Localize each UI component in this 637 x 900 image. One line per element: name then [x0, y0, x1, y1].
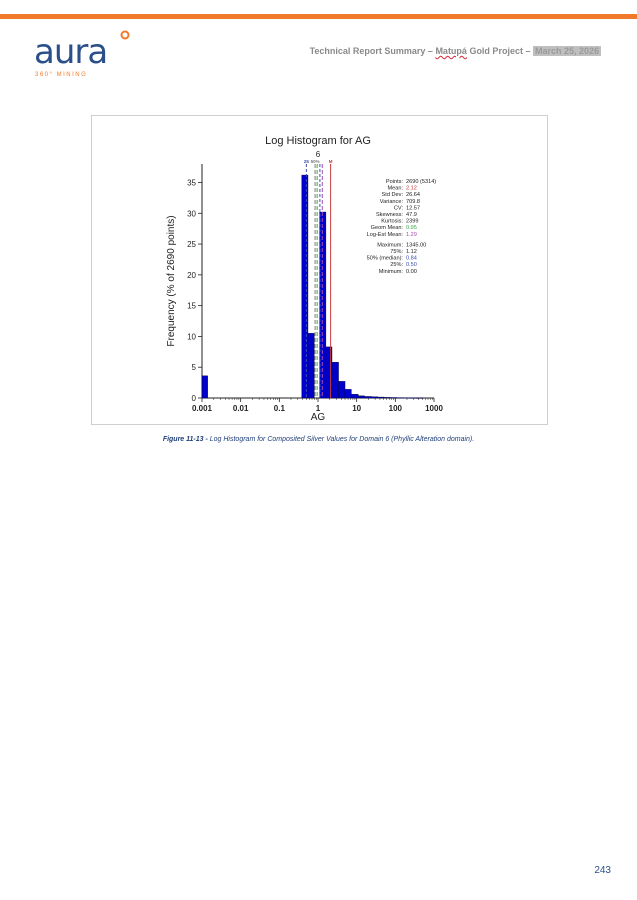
header-middle: Gold Project – — [466, 46, 533, 56]
chart-xlabel: AG — [310, 412, 326, 423]
histogram-bar — [410, 398, 416, 399]
y-tick-label: 25 — [187, 240, 196, 250]
stat-label: 50% (median): — [366, 255, 403, 262]
stat-value: 26.64 — [406, 192, 420, 199]
logo-ring-icon — [120, 30, 130, 40]
histogram-bar — [397, 398, 403, 399]
stat-value: 47.9 — [406, 212, 417, 218]
histogram-bar — [365, 396, 372, 398]
stat-label: Skewness: — [375, 212, 403, 218]
histogram-bar — [308, 333, 314, 398]
stats-panel — [367, 179, 437, 275]
header-project: Matupá — [435, 46, 467, 56]
x-tick-label: 1 — [315, 404, 321, 413]
y-tick-label: 20 — [187, 270, 196, 280]
company-logo — [34, 30, 154, 80]
histogram-bar — [351, 394, 358, 398]
stat-label: Points: — [385, 179, 403, 185]
stat-value: 2399 — [406, 218, 419, 225]
histogram-bar — [403, 398, 410, 399]
stat-label: Kurtosis: — [381, 218, 403, 225]
x-tick-label: 0.001 — [191, 404, 213, 413]
chart-title: Log Histogram for AG — [265, 135, 371, 147]
x-tick-label: 0.01 — [232, 404, 249, 413]
stat-label: Minimum: — [378, 268, 403, 275]
stat-label: 25%: — [390, 262, 403, 269]
histogram-bar — [339, 381, 345, 398]
x-tick-label: 10 — [352, 404, 362, 413]
histogram-bar — [358, 396, 364, 398]
stat-value: 1.12 — [406, 249, 417, 255]
x-tick-label: 1000 — [425, 404, 443, 413]
header-date: March 25, 2026 — [534, 46, 599, 56]
top-accent-bar — [0, 14, 637, 19]
stat-value: 1.29 — [406, 231, 417, 238]
stat-value: 0.50 — [406, 262, 417, 269]
figure-caption — [0, 436, 637, 443]
stat-value: 0.00 — [406, 268, 417, 275]
stat-label: Mean: — [387, 185, 403, 192]
y-tick-label: 0 — [191, 394, 196, 403]
histogram-bar — [345, 389, 351, 398]
stat-value: 0.84 — [406, 255, 417, 262]
logo-wordmark: aura — [34, 32, 108, 72]
histogram-bar — [416, 398, 423, 399]
statistic-marker-label: 25 — [303, 159, 309, 164]
stat-label: Maximum: — [377, 242, 403, 249]
stat-value: 12.57 — [406, 205, 420, 212]
histogram-figure — [91, 115, 548, 425]
stat-label: CV: — [393, 205, 403, 212]
x-tick-label: 0.1 — [273, 404, 285, 413]
stat-value: 1345.00 — [406, 242, 427, 249]
histogram-bar — [384, 397, 390, 398]
stat-value: 2690 (5314) — [406, 179, 437, 185]
histogram-bar — [371, 397, 377, 398]
statistic-marker-label: 50% — [310, 159, 320, 164]
stat-value: 2.12 — [406, 185, 417, 192]
page-number: 243 — [594, 865, 611, 876]
stat-label: 75%: — [390, 249, 403, 255]
histogram-chart — [92, 116, 547, 424]
histogram-bar — [378, 397, 384, 398]
x-tick-label: 100 — [388, 404, 403, 413]
logo-tagline: 360° MINING — [35, 72, 88, 78]
chart-subtitle: 6 — [315, 150, 321, 159]
report-header — [310, 46, 601, 56]
caption-label: Figure 11-13 - — [162, 436, 208, 443]
y-tick-label: 5 — [191, 363, 196, 373]
chart-ylabel: Frequency (% of 2690 points) — [166, 215, 177, 347]
y-tick-label: 10 — [187, 332, 196, 342]
histogram-bar — [391, 398, 397, 399]
y-tick-label: 30 — [187, 209, 196, 219]
stat-label: Std Dev: — [381, 192, 403, 199]
histogram-bar — [302, 175, 308, 398]
stat-label: Log-Est Mean: — [366, 231, 403, 238]
header-prefix: Technical Report Summary – — [309, 46, 436, 56]
caption-text: Log Histogram for Composited Silver Values for Domain 6 (Phyllic Alteration domain). — [207, 436, 475, 443]
y-tick-label: 35 — [187, 178, 196, 188]
histogram-bar — [202, 376, 208, 398]
stat-value: 709.8 — [406, 198, 420, 205]
stat-label: Variance: — [379, 198, 403, 205]
stat-value: 0.95 — [406, 225, 417, 232]
statistic-marker-label: M — [328, 159, 333, 164]
y-tick-label: 15 — [187, 301, 196, 311]
histogram-bar — [332, 362, 339, 398]
stat-label: Geom Mean: — [370, 225, 403, 232]
plot-area — [187, 159, 443, 413]
